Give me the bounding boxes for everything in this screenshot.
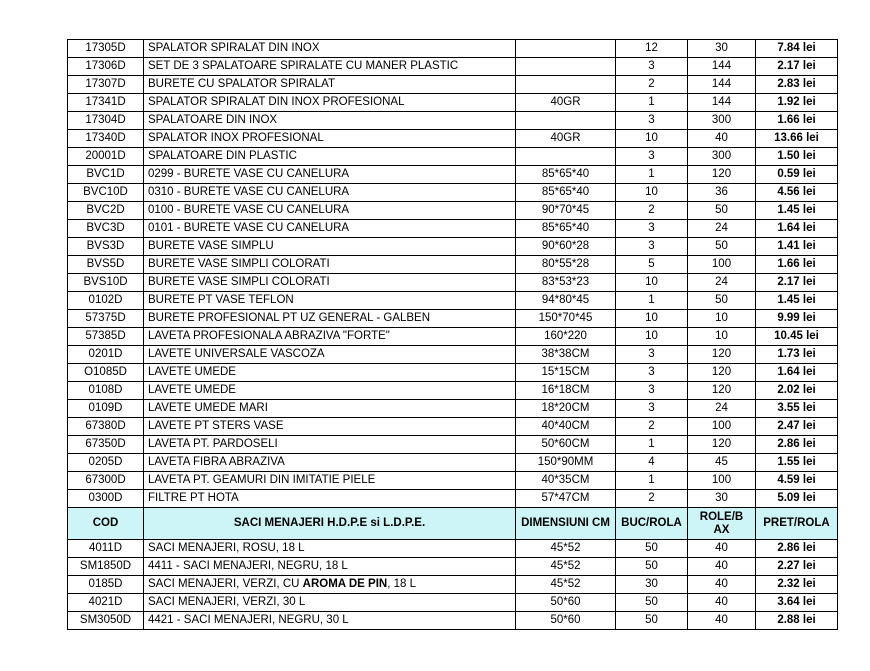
table-row (68, 166, 838, 184)
product-code: 20001D (68, 148, 144, 166)
product-buc-rola: 3 (616, 346, 688, 364)
product-dimensions: 18*20CM (516, 400, 616, 418)
product-price: 2.47 lei (756, 418, 838, 436)
product-role-bax: 300 (688, 148, 756, 166)
product-role-bax: 100 (688, 256, 756, 274)
product-price: 4.56 lei (756, 184, 838, 202)
product-buc-rola: 50 (616, 558, 688, 576)
product-name: SACI MENAJERI, VERZI, 30 L (144, 594, 516, 612)
product-buc-rola: 2 (616, 418, 688, 436)
product-role-bax: 24 (688, 220, 756, 238)
products-saci-body (68, 540, 838, 630)
table-row (68, 148, 838, 166)
product-role-bax: 100 (688, 418, 756, 436)
product-buc-rola: 1 (616, 292, 688, 310)
product-code: BVS5D (68, 256, 144, 274)
product-name: SPALATOR SPIRALAT DIN INOX PROFESIONAL (144, 94, 516, 112)
product-buc-rola: 50 (616, 540, 688, 558)
product-role-bax: 120 (688, 436, 756, 454)
product-dimensions: 40*35CM (516, 472, 616, 490)
header-pret-rola: PRET/ROLA (756, 508, 838, 540)
product-name-part: , 18 L (387, 578, 416, 590)
product-code: 0102D (68, 292, 144, 310)
product-dimensions: 40GR (516, 94, 616, 112)
product-dimensions (516, 58, 616, 76)
product-buc-rola: 3 (616, 148, 688, 166)
product-buc-rola: 50 (616, 612, 688, 630)
product-dimensions: 45*52 (516, 540, 616, 558)
product-price: 2.32 lei (756, 576, 838, 594)
product-code: BVS3D (68, 238, 144, 256)
product-price: 2.17 lei (756, 274, 838, 292)
product-role-bax: 120 (688, 346, 756, 364)
product-code: 0201D (68, 346, 144, 364)
product-name: 0101 - BURETE VASE CU CANELURA (144, 220, 516, 238)
product-code: 17305D (68, 40, 144, 58)
product-dimensions: 45*52 (516, 558, 616, 576)
product-price: 1.45 lei (756, 202, 838, 220)
product-name: SPALATOARE DIN PLASTIC (144, 148, 516, 166)
product-dimensions: 90*60*28 (516, 238, 616, 256)
product-price: 3.64 lei (756, 594, 838, 612)
product-buc-rola: 4 (616, 454, 688, 472)
product-price: 4.59 lei (756, 472, 838, 490)
product-role-bax: 50 (688, 292, 756, 310)
product-buc-rola: 3 (616, 112, 688, 130)
table-row (68, 472, 838, 490)
product-dimensions (516, 40, 616, 58)
header-dimensiuni: DIMENSIUNI CM (516, 508, 616, 540)
product-role-bax: 120 (688, 166, 756, 184)
product-name: FILTRE PT HOTA (144, 490, 516, 508)
header-denumire: SACI MENAJERI H.D.P.E si L.D.P.E. (144, 508, 516, 540)
product-dimensions: 80*55*28 (516, 256, 616, 274)
price-table (67, 39, 838, 630)
product-price: 2.27 lei (756, 558, 838, 576)
product-role-bax: 120 (688, 364, 756, 382)
product-role-bax: 100 (688, 472, 756, 490)
product-name: LAVETA FIBRA ABRAZIVA (144, 454, 516, 472)
saci-header-body (68, 508, 838, 540)
product-name-part: SACI MENAJERI, VERZI, CU (148, 578, 303, 590)
product-price: 1.64 lei (756, 220, 838, 238)
product-dimensions: 15*15CM (516, 364, 616, 382)
product-dimensions: 45*52 (516, 576, 616, 594)
product-code: 0185D (68, 576, 144, 594)
product-role-bax: 144 (688, 58, 756, 76)
product-dimensions (516, 112, 616, 130)
product-buc-rola: 2 (616, 490, 688, 508)
product-code: 17307D (68, 76, 144, 94)
product-code: 67350D (68, 436, 144, 454)
product-dimensions: 40*40CM (516, 418, 616, 436)
product-dimensions: 50*60 (516, 612, 616, 630)
product-name: 4411 - SACI MENAJERI, NEGRU, 18 L (144, 558, 516, 576)
product-code: 67380D (68, 418, 144, 436)
product-name: BURETE VASE SIMPLI COLORATI (144, 274, 516, 292)
product-dimensions: 90*70*45 (516, 202, 616, 220)
table-row (68, 346, 838, 364)
product-dimensions: 50*60 (516, 594, 616, 612)
product-dimensions: 85*65*40 (516, 184, 616, 202)
product-role-bax: 24 (688, 400, 756, 418)
product-name: 0100 - BURETE VASE CU CANELURA (144, 202, 516, 220)
product-dimensions (516, 76, 616, 94)
section-header-row (68, 508, 838, 540)
product-dimensions: 83*53*23 (516, 274, 616, 292)
product-name: LAVETE UMEDE MARI (144, 400, 516, 418)
product-code: 57375D (68, 310, 144, 328)
product-role-bax: 30 (688, 490, 756, 508)
product-buc-rola: 50 (616, 594, 688, 612)
product-price: 0.59 lei (756, 166, 838, 184)
product-role-bax: 10 (688, 328, 756, 346)
table-row (68, 274, 838, 292)
product-code: SM1850D (68, 558, 144, 576)
product-buc-rola: 30 (616, 576, 688, 594)
product-role-bax: 10 (688, 310, 756, 328)
product-buc-rola: 10 (616, 130, 688, 148)
product-name: LAVETA PT. GEAMURI DIN IMITATIE PIELE (144, 472, 516, 490)
table-row (68, 400, 838, 418)
table-row (68, 130, 838, 148)
header-cod: COD (68, 508, 144, 540)
product-code: SM3050D (68, 612, 144, 630)
product-role-bax: 50 (688, 202, 756, 220)
product-code: 17306D (68, 58, 144, 76)
product-name: BURETE VASE SIMPLI COLORATI (144, 256, 516, 274)
product-name: SPALATOR INOX PROFESIONAL (144, 130, 516, 148)
product-price: 13.66 lei (756, 130, 838, 148)
product-code: 17304D (68, 112, 144, 130)
product-code: 17341D (68, 94, 144, 112)
product-name: LAVETE UMEDE (144, 382, 516, 400)
product-name: BURETE PROFESIONAL PT UZ GENERAL - GALBEN (144, 310, 516, 328)
header-buc-rola: BUC/ROLA (616, 508, 688, 540)
table-row (68, 594, 838, 612)
product-buc-rola: 10 (616, 274, 688, 292)
product-code: 67300D (68, 472, 144, 490)
table-row (68, 418, 838, 436)
product-buc-rola: 1 (616, 436, 688, 454)
product-role-bax: 36 (688, 184, 756, 202)
product-dimensions: 16*18CM (516, 382, 616, 400)
product-price: 1.45 lei (756, 292, 838, 310)
product-price: 2.86 lei (756, 436, 838, 454)
product-price: 1.64 lei (756, 364, 838, 382)
product-code: 4021D (68, 594, 144, 612)
product-price: 1.92 lei (756, 94, 838, 112)
table-row (68, 76, 838, 94)
product-name: 0310 - BURETE VASE CU CANELURA (144, 184, 516, 202)
product-role-bax: 300 (688, 112, 756, 130)
product-name: LAVETE PT STERS VASE (144, 418, 516, 436)
product-code: 57385D (68, 328, 144, 346)
product-role-bax: 50 (688, 238, 756, 256)
product-code: O1085D (68, 364, 144, 382)
product-price: 2.83 lei (756, 76, 838, 94)
product-role-bax: 30 (688, 40, 756, 58)
product-name: BURETE VASE SIMPLU (144, 238, 516, 256)
product-role-bax: 40 (688, 576, 756, 594)
product-dimensions: 50*60CM (516, 436, 616, 454)
product-buc-rola: 3 (616, 238, 688, 256)
product-price: 2.02 lei (756, 382, 838, 400)
product-name: SACI MENAJERI, ROSU, 18 L (144, 540, 516, 558)
product-name: LAVETE UNIVERSALE VASCOZA (144, 346, 516, 364)
header-role-bax: ROLE/B AX (688, 508, 756, 540)
table-row (68, 576, 838, 594)
table-row (68, 364, 838, 382)
product-buc-rola: 2 (616, 76, 688, 94)
product-buc-rola: 2 (616, 202, 688, 220)
product-role-bax: 24 (688, 274, 756, 292)
product-role-bax: 40 (688, 130, 756, 148)
product-price: 1.41 lei (756, 238, 838, 256)
product-code: 17340D (68, 130, 144, 148)
product-buc-rola: 12 (616, 40, 688, 58)
product-buc-rola: 3 (616, 382, 688, 400)
product-dimensions: 94*80*45 (516, 292, 616, 310)
table-row (68, 454, 838, 472)
product-name: 4421 - SACI MENAJERI, NEGRU, 30 L (144, 612, 516, 630)
product-dimensions: 57*47CM (516, 490, 616, 508)
product-role-bax: 45 (688, 454, 756, 472)
table-row (68, 310, 838, 328)
product-price: 1.66 lei (756, 112, 838, 130)
table-row (68, 238, 838, 256)
product-buc-rola: 5 (616, 256, 688, 274)
product-name-highlight: AROMA DE PIN (302, 578, 388, 590)
product-buc-rola: 3 (616, 364, 688, 382)
product-dimensions: 160*220 (516, 328, 616, 346)
product-price: 2.86 lei (756, 540, 838, 558)
product-role-bax: 144 (688, 76, 756, 94)
product-code: 0205D (68, 454, 144, 472)
product-name: BURETE PT VASE TEFLON (144, 292, 516, 310)
product-buc-rola: 3 (616, 220, 688, 238)
table-row (68, 436, 838, 454)
product-name: SPALATOR SPIRALAT DIN INOX (144, 40, 516, 58)
product-dimensions: 40GR (516, 130, 616, 148)
product-dimensions: 38*38CM (516, 346, 616, 364)
product-code: BVC2D (68, 202, 144, 220)
table-row (68, 202, 838, 220)
product-name: LAVETE UMEDE (144, 364, 516, 382)
product-price: 2.17 lei (756, 58, 838, 76)
table-row (68, 40, 838, 58)
product-role-bax: 40 (688, 540, 756, 558)
product-code: BVC3D (68, 220, 144, 238)
product-code: 0300D (68, 490, 144, 508)
product-price: 2.88 lei (756, 612, 838, 630)
product-name: LAVETA PT. PARDOSELI (144, 436, 516, 454)
product-price: 7.84 lei (756, 40, 838, 58)
table-row (68, 220, 838, 238)
product-code: BVS10D (68, 274, 144, 292)
product-name: LAVETA PROFESIONALA ABRAZIVA "FORTE" (144, 328, 516, 346)
product-price: 1.66 lei (756, 256, 838, 274)
table-row (68, 612, 838, 630)
product-price: 1.73 lei (756, 346, 838, 364)
product-dimensions: 150*70*45 (516, 310, 616, 328)
product-role-bax: 40 (688, 594, 756, 612)
product-dimensions (516, 148, 616, 166)
product-buc-rola: 10 (616, 328, 688, 346)
product-code: 0109D (68, 400, 144, 418)
table-row (68, 292, 838, 310)
product-code: BVC10D (68, 184, 144, 202)
products-top-body (68, 40, 838, 508)
product-price: 1.55 lei (756, 454, 838, 472)
product-role-bax: 40 (688, 558, 756, 576)
product-code: 4011D (68, 540, 144, 558)
table-row (68, 490, 838, 508)
product-dimensions: 85*65*40 (516, 166, 616, 184)
product-name: SET DE 3 SPALATOARE SPIRALATE CU MANER PLASTIC (144, 58, 516, 76)
product-buc-rola: 3 (616, 58, 688, 76)
table-row (68, 112, 838, 130)
product-name: 0299 - BURETE VASE CU CANELURA (144, 166, 516, 184)
product-buc-rola: 3 (616, 400, 688, 418)
product-name: BURETE CU SPALATOR SPIRALAT (144, 76, 516, 94)
product-dimensions: 150*90MM (516, 454, 616, 472)
product-code: 0108D (68, 382, 144, 400)
product-price: 5.09 lei (756, 490, 838, 508)
product-name: SPALATOARE DIN INOX (144, 112, 516, 130)
product-buc-rola: 1 (616, 166, 688, 184)
product-code: BVC1D (68, 166, 144, 184)
product-buc-rola: 10 (616, 310, 688, 328)
product-price: 9.99 lei (756, 310, 838, 328)
product-name (144, 576, 516, 594)
product-buc-rola: 1 (616, 472, 688, 490)
product-buc-rola: 1 (616, 94, 688, 112)
table-row (68, 558, 838, 576)
table-row (68, 58, 838, 76)
product-role-bax: 40 (688, 612, 756, 630)
product-price: 1.50 lei (756, 148, 838, 166)
product-price: 10.45 lei (756, 328, 838, 346)
table-row (68, 184, 838, 202)
table-row (68, 256, 838, 274)
product-price: 3.55 lei (756, 400, 838, 418)
table-row (68, 328, 838, 346)
table-row (68, 382, 838, 400)
table-row (68, 540, 838, 558)
product-role-bax: 144 (688, 94, 756, 112)
table-row (68, 94, 838, 112)
product-dimensions: 85*65*40 (516, 220, 616, 238)
product-role-bax: 120 (688, 382, 756, 400)
product-buc-rola: 10 (616, 184, 688, 202)
